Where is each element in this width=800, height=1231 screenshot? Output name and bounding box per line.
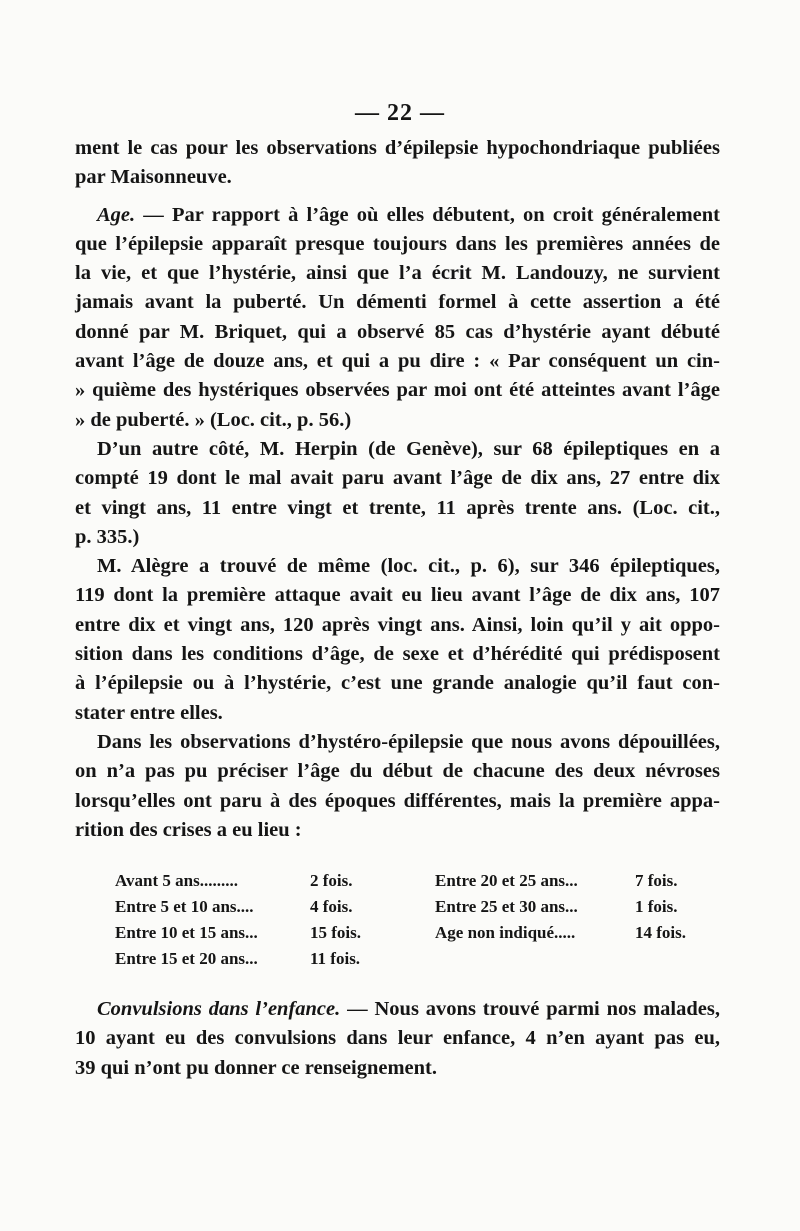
text-line: 39 qui n’ont pu donner ce renseignement. bbox=[75, 1056, 438, 1079]
body-text-convulsions bbox=[75, 995, 720, 1083]
table-cell: Entre 5 et 10 ans.... bbox=[115, 897, 254, 916]
table-cell: 4 fois. bbox=[310, 897, 353, 916]
table-cell: Entre 25 et 30 ans... bbox=[435, 897, 578, 916]
table-row bbox=[115, 868, 695, 894]
text-line: M. Alègre a trouvé de même (loc. cit., p. 6), sur 346 épileptiques, bbox=[97, 555, 720, 578]
text-line: Convulsions dans l’enfance. — Nous avons trouvé parmi nos malades, bbox=[97, 998, 720, 1020]
text-line: 10 ayant eu des convulsions dans leur enfance, 4 n’en ayant pas eu, bbox=[75, 1027, 720, 1050]
text-line: compté 19 dont le mal avait paru avant l’âge de dix ans, 27 entre dix bbox=[75, 467, 720, 490]
text-line: avant l’âge de douze ans, et qui a pu dire : « Par conséquent un cin- bbox=[75, 350, 720, 373]
table-cell: 11 fois. bbox=[310, 949, 361, 968]
text-line: par Maisonneuve. bbox=[75, 166, 232, 189]
table-cell: Entre 10 et 15 ans... bbox=[115, 923, 258, 942]
table-cell: Age non indiqué..... bbox=[435, 923, 576, 942]
page-number: — 22 — bbox=[355, 100, 445, 126]
table-cell: 2 fois. bbox=[310, 871, 353, 890]
age-heading: Age. bbox=[97, 203, 136, 226]
table-cell: 7 fois. bbox=[635, 871, 678, 890]
table-row bbox=[115, 920, 695, 946]
text-line: p. 335.) bbox=[75, 525, 140, 548]
text-line: rition des crises a eu lieu : bbox=[75, 818, 302, 841]
text-line: que l’épilepsie apparaît presque toujours dans les premières années de bbox=[75, 232, 720, 255]
table-cell bbox=[435, 946, 635, 972]
text-line: à l’épilepsie ou à l’hystérie, c’est une grande analogie qu’il faut con- bbox=[75, 672, 720, 695]
text-line: » quième des hystériques observées par moi ont été atteintes avant l’âge bbox=[75, 379, 720, 402]
text-line: donné par M. Briquet, qui a observé 85 cas d’hystérie ayant débuté bbox=[75, 320, 720, 343]
text-line: » de puberté. » (Loc. cit., p. 56.) bbox=[75, 408, 352, 431]
paragraph-alegre bbox=[75, 552, 720, 728]
table-row bbox=[115, 946, 695, 972]
age-onset-table bbox=[115, 868, 695, 972]
text-line: on n’a pas pu préciser l’âge du début de chacune des deux névroses bbox=[75, 760, 720, 783]
table-cell bbox=[635, 946, 695, 972]
paragraph-convulsions bbox=[75, 995, 720, 1083]
text-line: Age. — Par rapport à l’âge où elles débutent, on croit généralement bbox=[97, 203, 720, 226]
body-text bbox=[75, 134, 720, 845]
text-line: jamais avant la puberté. Un démenti formel à cette assertion a été bbox=[75, 291, 720, 314]
text-line: 119 dont la première attaque avait eu lieu avant l’âge de dix ans, 107 bbox=[75, 584, 720, 607]
paragraph-hystero-epilepsie bbox=[75, 728, 720, 845]
text-line: Dans les observations d’hystéro-épilepsie que nous avons dépouillées, bbox=[97, 730, 720, 753]
text-line: ment le cas pour les observations d’épilepsie hypochondriaque publiées bbox=[75, 137, 720, 159]
table-cell: 14 fois. bbox=[635, 923, 686, 942]
text-line: D’un autre côté, M. Herpin (de Genève), sur 68 épileptiques en a bbox=[97, 437, 720, 460]
text-line: stater entre elles. bbox=[75, 701, 223, 724]
table-cell: Entre 15 et 20 ans... bbox=[115, 949, 258, 968]
table-cell: 1 fois. bbox=[635, 897, 678, 916]
text-line: lorsqu’elles ont paru à des époques différentes, mais la première appa- bbox=[75, 789, 720, 812]
text-line: et vingt ans, 11 entre vingt et trente, 11 après trente ans. (Loc. cit., bbox=[75, 496, 720, 519]
table-row bbox=[115, 894, 695, 920]
table-cell: 15 fois. bbox=[310, 923, 361, 942]
convulsions-heading: Convulsions dans l’enfance. bbox=[97, 998, 341, 1020]
paragraph-herpin bbox=[75, 435, 720, 552]
text-line: la vie, et que l’hystérie, ainsi que l’a écrit M. Landouzy, ne survient bbox=[75, 262, 720, 285]
text-line: sition dans les conditions d’âge, de sexe et d’hérédité qui prédisposent bbox=[75, 643, 720, 666]
table-cell: Avant 5 ans......... bbox=[115, 871, 238, 890]
paragraph-age bbox=[75, 201, 720, 435]
text-line: entre dix et vingt ans, 120 après vingt ans. Ainsi, loin qu’il y ait oppo- bbox=[75, 613, 720, 636]
paragraph-maisonneuve bbox=[75, 134, 720, 193]
table-cell: Entre 20 et 25 ans... bbox=[435, 871, 578, 890]
